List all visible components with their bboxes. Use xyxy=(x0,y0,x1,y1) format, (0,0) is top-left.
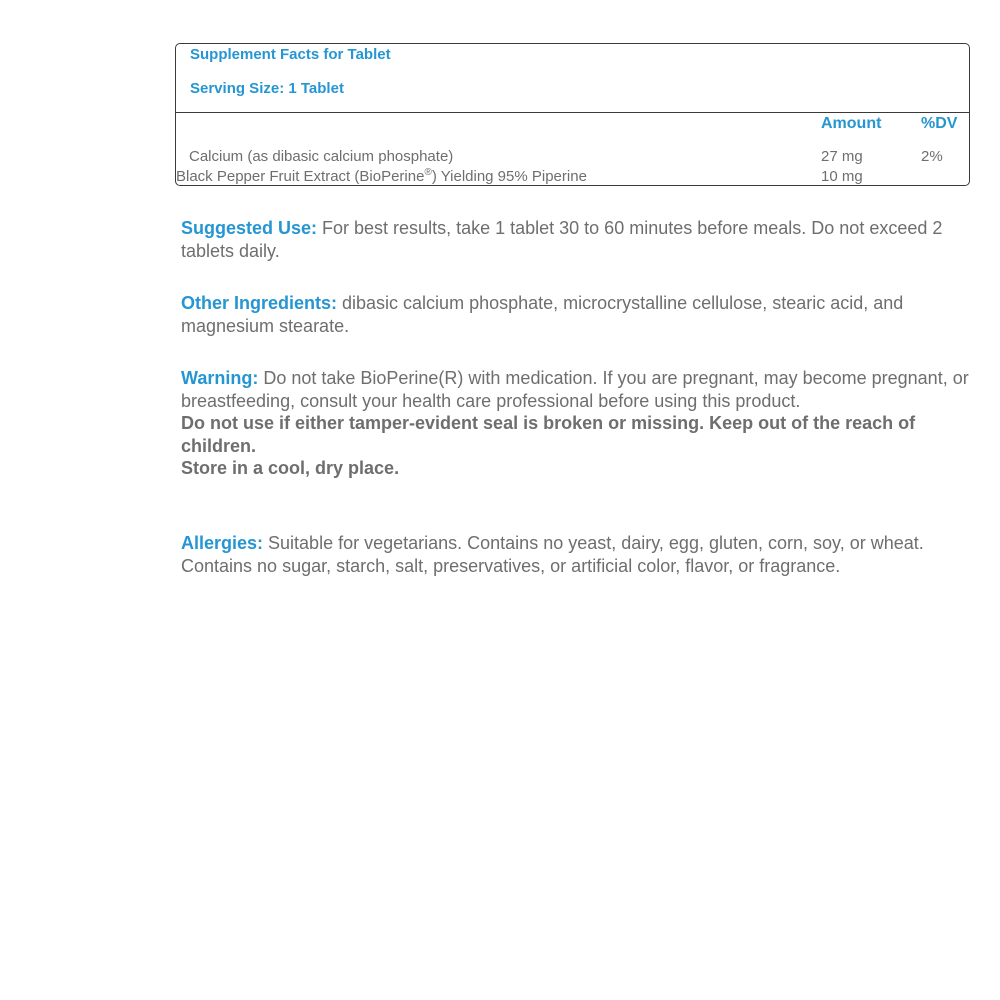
ingredient-name-part: ) Yielding 95% Piperine xyxy=(431,168,587,185)
allergies-paragraph xyxy=(181,532,971,577)
suggested-use-paragraph xyxy=(181,217,971,262)
registered-mark: ® xyxy=(424,167,432,178)
suggested-use-text: For best results, take 1 tablet 30 to 60 minutes before meals. Do not exceed 2 tablets daily. xyxy=(181,218,943,261)
ingredient-amount: 10 mg xyxy=(821,168,863,185)
supplement-facts-panel xyxy=(175,43,970,186)
facts-title: Supplement Facts for Tablet xyxy=(190,46,391,63)
ingredient-name: Calcium (as dibasic calcium phosphate) xyxy=(189,148,454,165)
allergies-label: Allergies: xyxy=(181,533,264,553)
amount-column-header: Amount xyxy=(821,115,882,132)
facts-row xyxy=(176,148,969,168)
warning-text: Do not take BioPerine(R) with medication. If you are pregnant, may become pregnant, or breastfeeding, consult your health care professional before using this product. xyxy=(181,368,969,411)
serving-size: Serving Size: 1 Tablet xyxy=(190,80,344,97)
other-ingredients-paragraph xyxy=(181,292,971,337)
dv-column-header: %DV xyxy=(921,115,958,132)
ingredient-amount: 27 mg xyxy=(821,148,863,165)
warning-label: Warning: xyxy=(181,368,259,388)
ingredient-name-part: Black Pepper Fruit Extract (BioPerine xyxy=(176,168,425,185)
facts-divider xyxy=(176,112,969,113)
ingredient-name xyxy=(176,168,587,185)
storage-instruction: Store in a cool, dry place. xyxy=(181,458,400,478)
other-ingredients-text: dibasic calcium phosphate, microcrystalline cellulose, stearic acid, and magnesium stearate. xyxy=(181,293,904,336)
warning-paragraph xyxy=(181,367,971,480)
other-ingredients-label: Other Ingredients: xyxy=(181,293,338,313)
tamper-warning: Do not use if either tamper-evident seal is broken or missing. Keep out of the reach of children. xyxy=(181,413,916,456)
facts-row xyxy=(176,168,969,188)
allergies-text: Suitable for vegetarians. Contains no yeast, dairy, egg, gluten, corn, soy, or wheat. Contains no sugar, starch, salt, preservatives, or artificial color, flavor, or fragrance. xyxy=(181,533,924,576)
ingredient-dv: 2% xyxy=(921,148,943,165)
suggested-use-label: Suggested Use: xyxy=(181,218,318,238)
